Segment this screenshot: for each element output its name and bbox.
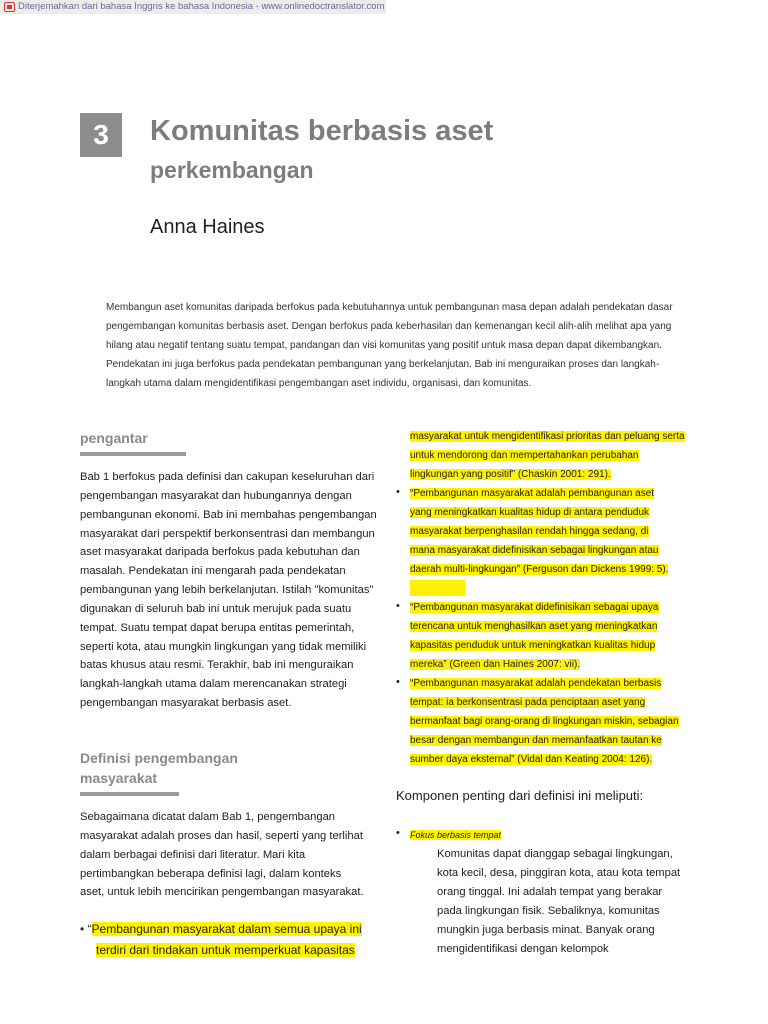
abstract-line: Membangun aset komunitas daripada berfokus pada kebutuhannya untuk pembangunan masa depan adalah pendekatan dasar bbox=[106, 302, 673, 313]
text-line: digunakan di seluruh bab ini untuk merujuk pada suatu bbox=[80, 602, 352, 615]
abstract-line: hilang atau negatif tentang suatu tempat, pandangan dan visi komunitas yang positif untuk masa depan dapat dikembangkan. bbox=[106, 340, 662, 351]
text-line: mengidentifikasi dengan kelompok bbox=[437, 943, 609, 955]
highlighted-text: “Pembangunan masyarakat adalah pendekatan berbasis bbox=[410, 678, 662, 689]
highlighted-text: daerah multi-lingkungan” (Ferguson dan Dickens 1999: 5). bbox=[410, 563, 669, 575]
highlighted-text: yang meningkatkan kualitas hidup di antara penduduk bbox=[410, 506, 650, 518]
text-line: tempat. Suatu tempat dapat berupa entitas pemerintah, bbox=[80, 621, 355, 634]
quote-continuation bbox=[410, 428, 685, 485]
banner-text: Diterjemahkan dari bahasa Inggris ke bahasa Indonesia - www.onlinedoctranslator.com bbox=[18, 1, 385, 12]
text-line: Komunitas dapat dianggap sebagai lingkungan, bbox=[437, 848, 673, 860]
highlighted-text: tempat: ia berkonsentrasi pada penciptaan aset yang bbox=[410, 696, 646, 708]
bullet-glyph: • bbox=[396, 676, 400, 688]
text-line: masalah. Pendekatan ini mengarah pada pendekatan bbox=[80, 565, 346, 578]
highlighted-text: bermanfaat bagi orang-orang di lingkungan miskin, sebagian bbox=[410, 715, 679, 727]
highlighted-text: mana masyarakat didefinisikan sebagai lingkungan atau bbox=[410, 544, 659, 556]
bullet-glyph: • bbox=[396, 600, 400, 612]
place-focus-label: Fokus berbasis tempat bbox=[410, 830, 502, 840]
highlighted-text: masyarakat untuk mengidentifikasi prioritas dan peluang serta bbox=[410, 431, 685, 442]
text-line: orang tinggal. Ini adalah tempat yang berakar bbox=[437, 886, 663, 898]
text-line: Sebagaimana dicatat dalam Bab 1, pengembangan bbox=[80, 811, 336, 823]
text-line: mungkin juga berbasis minat. Banyak orang bbox=[437, 924, 655, 936]
text-line: pembangunan yang lebih berkelanjutan. Istilah "komunitas" bbox=[80, 584, 374, 597]
abstract-line: langkah utama dalam mengidentifikasi pengembangan aset individu, organisasi, dan komunitas. bbox=[106, 378, 532, 389]
highlighted-text: masyarakat berpenghasilan rendah hingga sedang, di bbox=[410, 525, 649, 537]
quote-ferguson bbox=[410, 485, 668, 580]
intro-paragraph bbox=[80, 468, 377, 713]
highlighted-text: mereka” (Green dan Haines 2007: vii). bbox=[410, 658, 581, 670]
text-line: pengembangan masyarakat berbasis aset. bbox=[80, 697, 292, 710]
text-line: pada lingkungan fisik. Sebaliknya, komunitas bbox=[437, 905, 660, 917]
chapter-title: Komunitas berbasis aset bbox=[150, 115, 494, 147]
highlighted-text: untuk mendorong dan mempertahankan perubahan bbox=[410, 449, 639, 461]
text-line: kota kecil, desa, pinggiran kota, atau kota tempat bbox=[437, 867, 681, 879]
text-line: pertimbangkan beberapa definisi lagi, dalam konteks bbox=[80, 867, 342, 880]
section-heading-definition-line2: masyarakat bbox=[80, 770, 158, 786]
components-heading: Komponen penting dari definisi ini meliputi: bbox=[396, 788, 644, 803]
text-line: dalam berbagai definisi dari literatur. Mari kita bbox=[80, 848, 306, 861]
highlight-mark bbox=[410, 580, 465, 596]
highlighted-text: terencana untuk menghasilkan aset yang meningkatkan bbox=[410, 620, 658, 632]
section-heading-definition: Definisi pengembangan bbox=[80, 750, 238, 766]
chapter-author: Anna Haines bbox=[150, 216, 265, 238]
highlighted-text: besar dengan membangun dan memanfaatkan tautan ke bbox=[410, 734, 662, 746]
translator-banner[interactable] bbox=[0, 0, 386, 14]
highlighted-text: Pembangunan masyarakat dalam semua upaya ini bbox=[91, 922, 362, 936]
highlighted-text: terdiri dari tindakan untuk memperkuat kapasitas bbox=[96, 943, 355, 957]
section-rule bbox=[80, 792, 179, 796]
text-line: langkah-langkah utama dalam merencanakan strategi bbox=[80, 678, 347, 691]
highlighted-text: lingkungan yang positif” (Chaskin 2001: 291). bbox=[410, 468, 611, 480]
document-icon bbox=[4, 2, 15, 12]
place-focus-label-wrap bbox=[410, 826, 501, 843]
quote-vidal-keating bbox=[410, 675, 679, 770]
text-line: masyarakat adalah proses dan hasil, seperti yang terlihat bbox=[80, 829, 363, 842]
abstract-line: Pendekatan ini juga berfokus pada pendekatan pembangunan yang berkelanjutan. Bab ini menguraikan proses dan langkah- bbox=[106, 359, 660, 370]
text-line: pengembangan masyarakat dan hubungannya dengan bbox=[80, 489, 352, 502]
highlighted-text: “Pembangunan masyarakat didefinisikan sebagai upaya bbox=[410, 602, 659, 613]
highlighted-text: kapasitas penduduk untuk meningkatkan kualitas hidup bbox=[410, 639, 656, 651]
section-heading-intro: pengantar bbox=[80, 430, 148, 446]
abstract bbox=[106, 298, 696, 393]
chapter-title-line2: perkembangan bbox=[150, 157, 314, 183]
highlighted-text: sumber daya eksternal” (Vidal dan Keating 2004: 126). bbox=[410, 753, 653, 765]
quote-green-haines bbox=[410, 599, 659, 675]
quote-bullet: • “ bbox=[80, 922, 92, 936]
bullet-glyph: • bbox=[396, 827, 400, 839]
text-line: masyarakat dari perspektif berkonsentrasi dan membangun bbox=[80, 527, 375, 540]
text-line: Bab 1 berfokus pada definisi dan cakupan keseluruhan dari bbox=[80, 471, 375, 483]
text-line: pembangunan ekonomi. Bab ini membahas pengembangan bbox=[80, 508, 377, 521]
highlighted-text: “Pembangunan masyarakat adalah pembangunan aset bbox=[410, 488, 655, 499]
text-line: aset masyarakat daripada berfokus pada kebutuhan dan bbox=[80, 546, 360, 559]
definition-quote bbox=[80, 919, 362, 961]
definition-paragraph bbox=[80, 808, 364, 902]
abstract-line: pengembangan komunitas berbasis aset. Dengan berfokus pada keberhasilan dan kemenangan kecil alih-alih melihat apa yang bbox=[106, 321, 672, 332]
text-line: aset, untuk lebih mencirikan pengembangan masyarakat. bbox=[80, 886, 364, 899]
text-line: batas khusus atau resmi. Terakhir, bab ini menguraikan bbox=[80, 659, 354, 672]
bullet-glyph: • bbox=[396, 486, 400, 498]
section-rule bbox=[80, 452, 186, 456]
chapter-number: 3 bbox=[80, 113, 122, 157]
place-focus-paragraph bbox=[437, 845, 680, 959]
text-line: seperti kota, atau mungkin lingkungan yang tidak memiliki bbox=[80, 640, 367, 653]
